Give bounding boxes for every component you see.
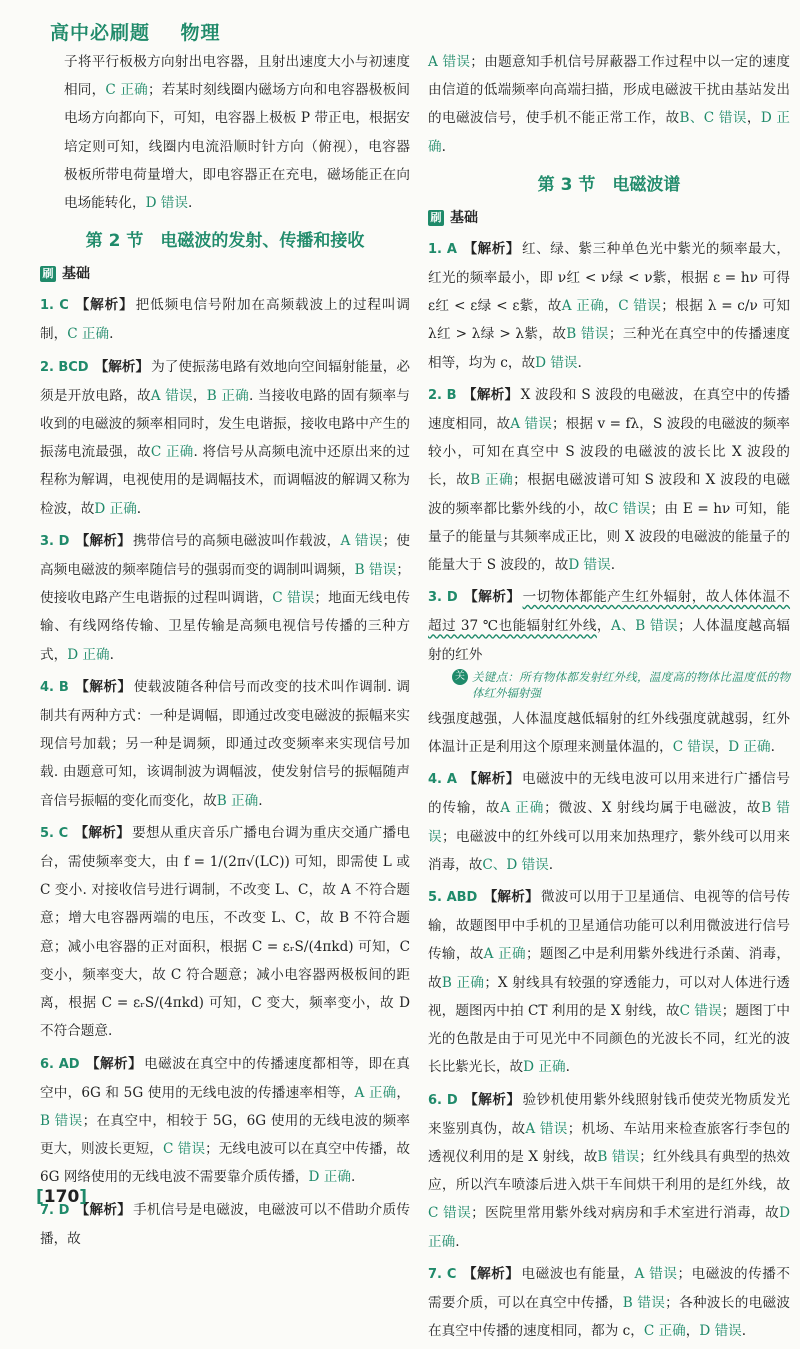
solution-item: 5. C 【解析】 要想从重庆音乐广播电台调为重庆交通广播电台，需使频率变大，由 f = 1/(2π√(LC)) 可知，即需使 L 或 C 变小. 对接收信号进行调制，不改变 L、C，故 A 不符合题意；增大电容器两端的电压，不改变 L、C，故 B 不符合题意；减小电容器的正对面积，根据 C = εᵣS/(4πkd) 可知，C 变小，频率变大，故 C 符合题意；减小电容器两极板间的距离，根据 C = εᵣS/(4πkd) 可知，C 变大，频率变小，故 D 不符合题意.	[40, 824, 410, 1040]
continued-solution: A 错误；由题意知手机信号屏蔽器工作过程中以一定的速度由信道的低端频率向高端扫描，形成电磁波干扰由基站发出的电磁波信号，使手机不能正常工作，故B、C 错误，D 正确.	[428, 54, 791, 155]
section-title: 第 2 节 电磁波的发射、传播和接收	[85, 231, 365, 252]
page-number: [170]	[36, 1187, 88, 1207]
solution-item: 3. D 【解析】 一切物体都能产生红外辐射，故人体体温不超过 37 ℃也能辐射红外线，A、B 错误；人体温度越高辐射的红外	[428, 589, 791, 663]
brush-badge-icon: 刷	[40, 266, 56, 282]
solution-item: 2. BCD 【解析】 为了使振荡电路有效地向空间辐射能量，必须是开放电路，故A 错误，B 正确. 当接收电路的固有频率与收到的电磁波的频率相同时，发生电谐振，接收电路中产生的振荡电流最强，故C 正确. 将信号从高频电流中还原出来的过程称为解调，电视使用的是调幅技术，而调幅波的解调又称为检波，故D 正确.	[40, 358, 411, 517]
left-column	[40, 48, 410, 1257]
subject-title: 物理	[180, 22, 221, 44]
solution-item: 1. C 【解析】 把低频电信号附加在高频载波上的过程叫调制，C 正确.	[40, 297, 411, 343]
solution-item: 2. B 【解析】 X 波段和 S 波段的电磁波，在真空中的传播速度相同，故A 错误；根据 v = fλ，S 波段的电磁波的频率较小，可知在真空中 S 波段的电磁波的波长比 X 波段的长，故B 正确；根据电磁波谱可知 S 波段和 X 波段的电磁波的频率都比紫外线的小，故C 错误；由 E = hν 可知，能量子的能量与其频率成正比，则 X 波段的电磁波的能量子的能量大于 S 波段的，故D 错误.	[428, 386, 791, 574]
continued-solution: 子将平行板极方向射出电容器，且射出速度大小与初速度相同，C 正确；若某时刻线圈内磁场方向和电容器极板间电场方向都向下，可知，电容器上极板 P 带正电，根据安培定则可知，线圈内电流沿顺时针方向（俯视），电容器极板所带电荷量增大，即电容器正在充电，磁场能正在向电场能转化，D 错误.	[64, 54, 411, 212]
solution-item: 7. C 【解析】 电磁波也有能量，A 错误；电磁波的传播不需要介质，可以在真空中传播，B 错误；各种波长的电磁波在真空中传播的速度相同，都为 c，C 正确，D 错误.	[428, 1265, 791, 1340]
solution-item: 7. D 【解析】 手机信号是电磁波，电磁波可以不借助介质传播，故	[40, 1201, 410, 1247]
solution-item-continued: 线强度越强，人体温度越低辐射的红外线强度就越弱，红外体温计正是利用这个原理来测量体温的，C 错误，D 正确.	[428, 710, 790, 756]
wavy-underlined-text: 一切物体都能产生红外辐射，故人体体温不超过 37 ℃也能辐射红外线	[428, 589, 791, 635]
basics-heading: 刷 基础	[428, 207, 790, 229]
solution-item: 5. ABD 【解析】 微波可以用于卫星通信、电视等的信号传输，故题图甲中手机的卫星通信功能可以利用微波进行信号传输，故A 正确；题图乙中是利用紫外线进行杀菌、消毒，故B 正确；X 射线具有较强的穿透能力，可以对人体进行透视，题图丙中拍 CT 利用的是 X 射线，故C 错误；题图丁中光的色散是由于可见光中不同颜色的光波长不同，红光的波长比紫光长，故D 正确.	[428, 889, 791, 1076]
section-title: 第 3 节 电磁波谱	[537, 174, 681, 195]
solution-item: 3. D 【解析】 携带信号的高频电磁波叫作载波，A 错误；使高频电磁波的频率随信号的强弱而变的调制叫调频，B 错误；使接收电路产生电谐振的过程叫调谐，C 错误；地面无线电传输、有线网络传输、卫星传输是高频电视信号传播的三种方式，D 正确.	[40, 532, 411, 663]
solution-item: 6. D 【解析】 验钞机使用紫外线照射钱币使荧光物质发光来鉴别真伪，故A 错误；机场、车站用来检查旅客行李包的透视仪利用的是 X 射线，故B 错误；红外线具有典型的热效应，所以汽车喷漆后进入烘干车间烘干利用的是红外线，故C 错误；医院里常用紫外线对病房和手术室进行消毒，故D 正确.	[428, 1091, 791, 1250]
book-title: 高中必刷题	[50, 22, 151, 44]
page-header	[50, 18, 221, 45]
right-column	[428, 48, 790, 1349]
key-point-note: 关 关键点：所有物体都发射红外线，温度高的物体比温度低的物体红外辐射强	[452, 669, 790, 701]
basics-heading: 刷 基础	[40, 263, 410, 285]
key-point-icon: 关	[452, 669, 468, 685]
solution-item: 4. A 【解析】 电磁波中的无线电波可以用来进行广播信号的传输，故A 正确；微波、X 射线均属于电磁波，故B 错误；电磁波中的红外线可以用来加热理疗，紫外线可以用来消毒，故C、D 错误.	[428, 771, 791, 873]
solution-item: 4. B 【解析】 使载波随各种信号而改变的技术叫作调制. 调制共有两种方式：一种是调幅，即通过改变电磁波的振幅来实现信号加载；另一种是调频，即通过改变频率来实现信号加载. 由题意可知，该调制波为调幅波，使发射信号的振幅随声音信号振幅的变化而变化，故B 正确.	[40, 678, 410, 809]
brush-badge-icon: 刷	[428, 210, 444, 226]
solution-item: 1. A 【解析】 红、绿、紫三种单色光中紫光的频率最大，红光的频率最小，即 ν红 < ν绿 < ν紫，根据 ε = hν 可得 ε红 < ε绿 < ε紫，故A 正确，C 错误；根据 λ = c/ν 可知 λ红 > λ绿 > λ紫，故B 错误；三种光在真空中的传播速度相等，均为 c，故D 错误.	[428, 240, 791, 371]
solution-item: 6. AD 【解析】 电磁波在真空中的传播速度都相等，即在真空中，6G 和 5G 使用的无线电波的传播速率相等，A 正确，B 错误；在真空中，相较于 5G，6G 使用的无线电波的频率更大，则波长更短，C 错误；无线电波可以在真空中传播，故 6G 网络使用的无线电波不需要靠介质传播，D 正确.	[40, 1055, 411, 1186]
